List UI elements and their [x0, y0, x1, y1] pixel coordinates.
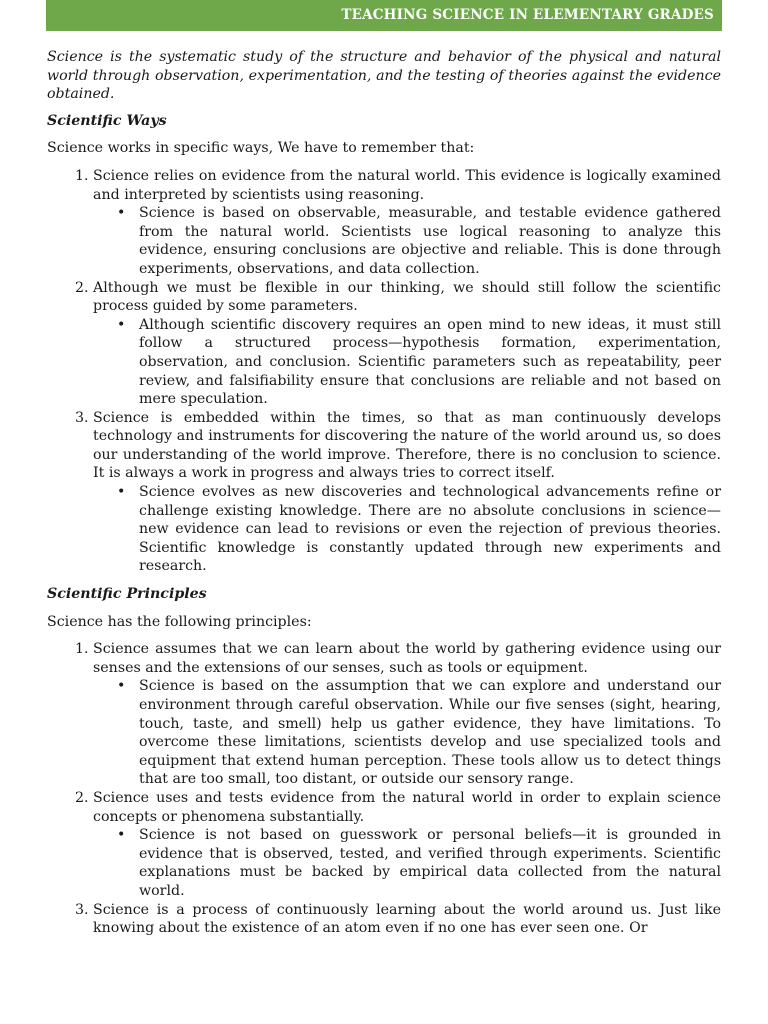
bullet-item: • Science is based on the assumption that we can explore and understand our environment through careful observation. While our five senses (sight, hearing, touch, taste, and smell) help us gather evidence, they have limitations. To overcome these limitations, scientists develop and use specialized tools and equipment that extend human perception. These tools allow us to detect things that are too small, too distant, or outside our sensory range.: [139, 677, 721, 789]
bullet-list: [93, 677, 721, 789]
list-item-text: Although we must be flexible in our thinking, we should still follow the scientific process guided by some parameters.: [93, 279, 721, 315]
list-item: [93, 640, 721, 789]
intro-paragraph: Science is the systematic study of the structure and behavior of the physical and natural world through observation, experimentation, and the testing of theories against the evidence obtained.: [47, 49, 721, 103]
section-heading-scientific-principles: Scientific Principles: [47, 586, 207, 603]
numbered-list: [47, 640, 721, 938]
bullet-list: [93, 204, 721, 278]
header-banner: TEACHING SCIENCE IN ELEMENTARY GRADES: [46, 0, 722, 31]
bullet-item: • Science is based on observable, measurable, and testable evidence gathered from the natural world. Scientists use logical reasoning to analyze this evidence, ensuring conclusions are objective and reliable. This is done through experiments, observations, and data collection.: [139, 204, 721, 278]
list-item-text: Science is embedded within the times, so that as man continuously develops technology and instruments for discovering the nature of the world around us, so does our understanding of the world improve. Therefore, there is no conclusion to science. It is always a work in progress and always tries to correct itself.: [93, 409, 721, 482]
bullet-item: • Although scientific discovery requires an open mind to new ideas, it must still follow a structured process—hypothesis formation, experimentation, observation, and conclusion. Scientific parameters such as repeatability, peer review, and falsifiability ensure that conclusions are reliable and not based on mere speculation.: [139, 316, 721, 409]
list-item: [93, 409, 721, 576]
list-item: [93, 167, 721, 279]
bullet-list: [93, 316, 721, 409]
section-lead: Science has the following principles:: [47, 613, 312, 630]
bullet-list: [93, 826, 721, 900]
section-heading-scientific-ways: Scientific Ways: [47, 112, 167, 129]
list-item-text: Science uses and tests evidence from the natural world in order to explain science concepts or phenomena substantially.: [93, 789, 721, 825]
list-item-text: Science is a process of continuously learning about the world around us. Just like knowing about the existence of an atom even if no one has ever seen one. Or: [93, 901, 721, 937]
list-item: [93, 901, 721, 938]
list-item-text: Science assumes that we can learn about the world by gathering evidence using our senses and the extensions of our senses, such as tools or equipment.: [93, 641, 721, 676]
list-item: [93, 279, 721, 409]
document-body: [47, 48, 721, 947]
bullet-item: • Science evolves as new discoveries and technological advancements refine or challenge existing knowledge. There are no absolute conclusions in science—new evidence can lead to revisions or even the rejection of previous theories. Scientific knowledge is constantly updated through new experiments and research.: [139, 483, 721, 576]
section-lead: Science works in specific ways, We have to remember that:: [47, 140, 475, 157]
list-item-text: Science relies on evidence from the natural world. This evidence is logically examined and interpreted by scientists using reasoning.: [93, 167, 721, 203]
list-item: [93, 789, 721, 901]
bullet-list: [93, 483, 721, 576]
numbered-list: [47, 167, 721, 576]
bullet-item: • Science is not based on guesswork or personal beliefs—it is grounded in evidence that is observed, tested, and verified through experiments. Scientific explanations must be backed by empirical data collected from the natural world.: [139, 826, 721, 900]
